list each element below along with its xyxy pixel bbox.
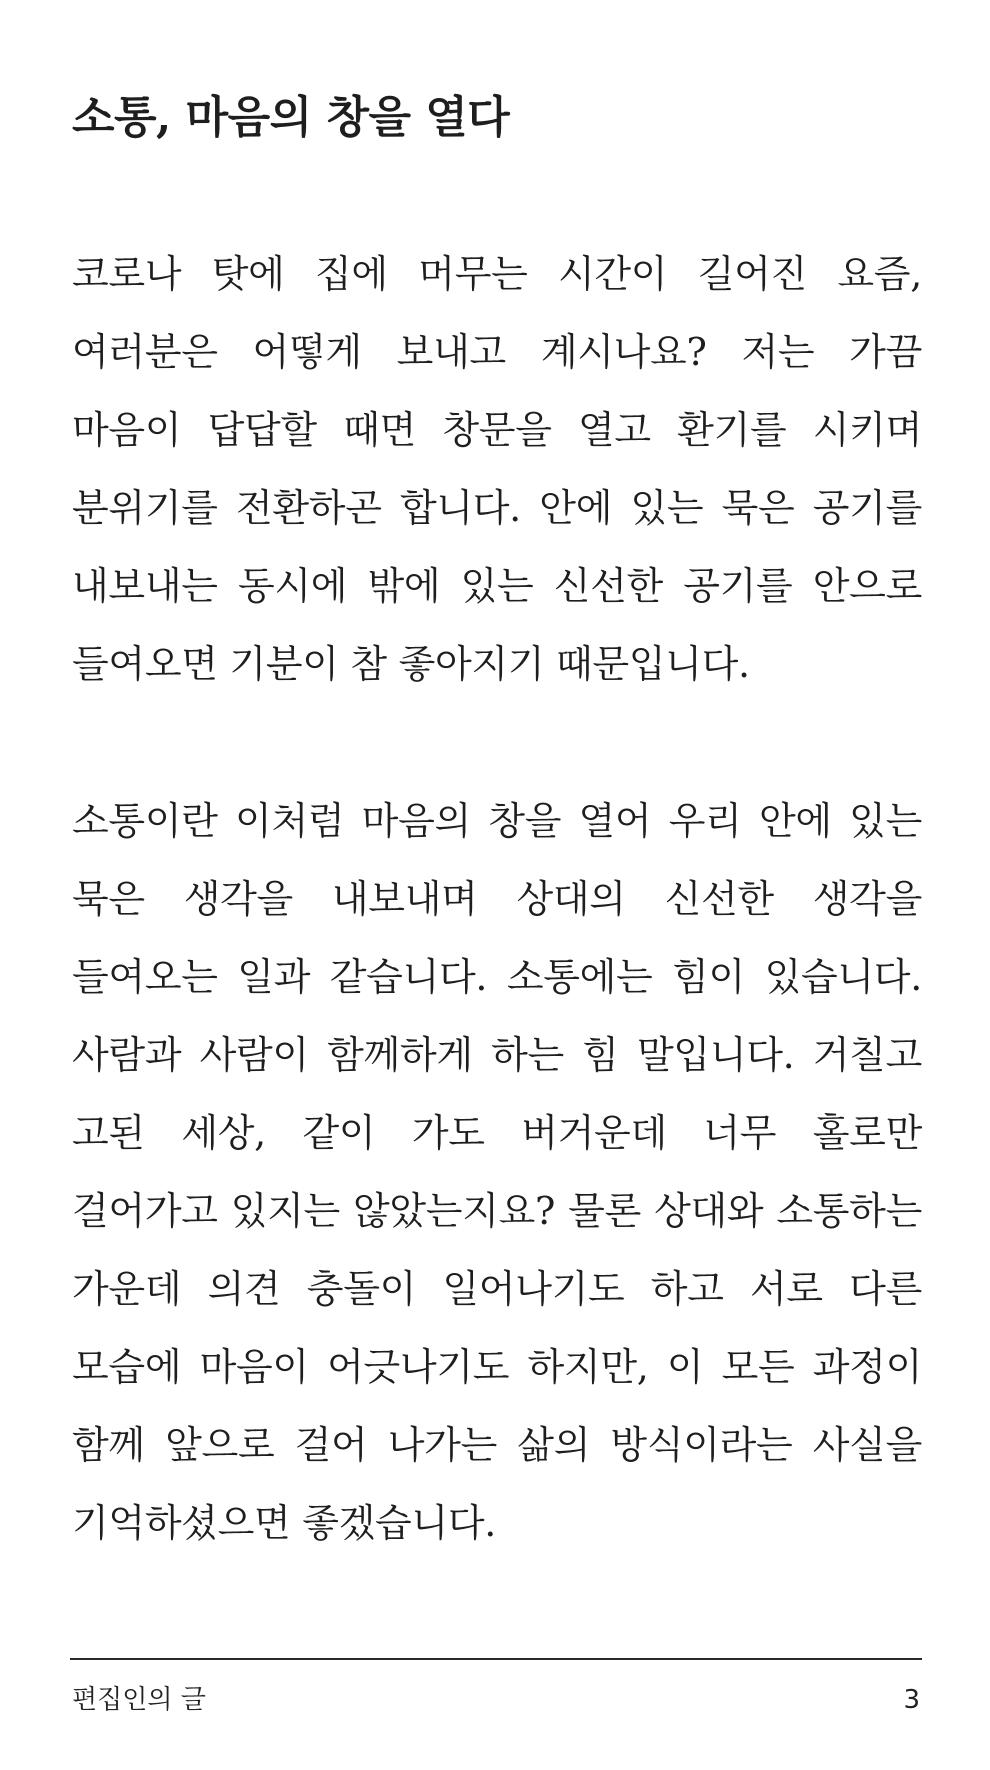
footer-section-label: 편집인의 글 (72, 1685, 206, 1715)
body-paragraph-2: 소통이란 이처럼 마음의 창을 열어 우리 안에 있는 묵은 생각을 내보내며 상대의 신선한 생각을 들여오는 일과 같습니다. 소통에는 힘이 있습니다. 사람과 사람이 함께하게 하는 힘 말입니다. 거칠고 고된 세상, 같이 가도 버거운데 너무 홀로만 걸어가고 있지는 않았는지요? 물론 상대와 소통하는 가운데 의견 충돌이 일어나기도 하고 서로 다른 모습에 마음이 어긋나기도 하지만, 이 모든 과정이 함께 앞으로 걸어 나가는 삶의 방식이라는 사실을 기억하셨으면 좋겠습니다. (72, 799, 922, 1545)
footer-divider (70, 1658, 922, 1660)
body-paragraph-1: 코로나 탓에 집에 머무는 시간이 길어진 요즘, 여러분은 어떻게 보내고 계시나요? 저는 가끔 마음이 답답할 때면 창문을 열고 환기를 시키며 분위기를 전환하곤 합니다. 안에 있는 묵은 공기를 내보내는 동시에 밖에 있는 신선한 공기를 안으로 들여오면 기분이 참 좋아지기 때문입니다. (72, 252, 922, 686)
page-number: 3 (903, 1685, 920, 1715)
article-title: 소통, 마음의 창을 열다 (72, 92, 510, 143)
